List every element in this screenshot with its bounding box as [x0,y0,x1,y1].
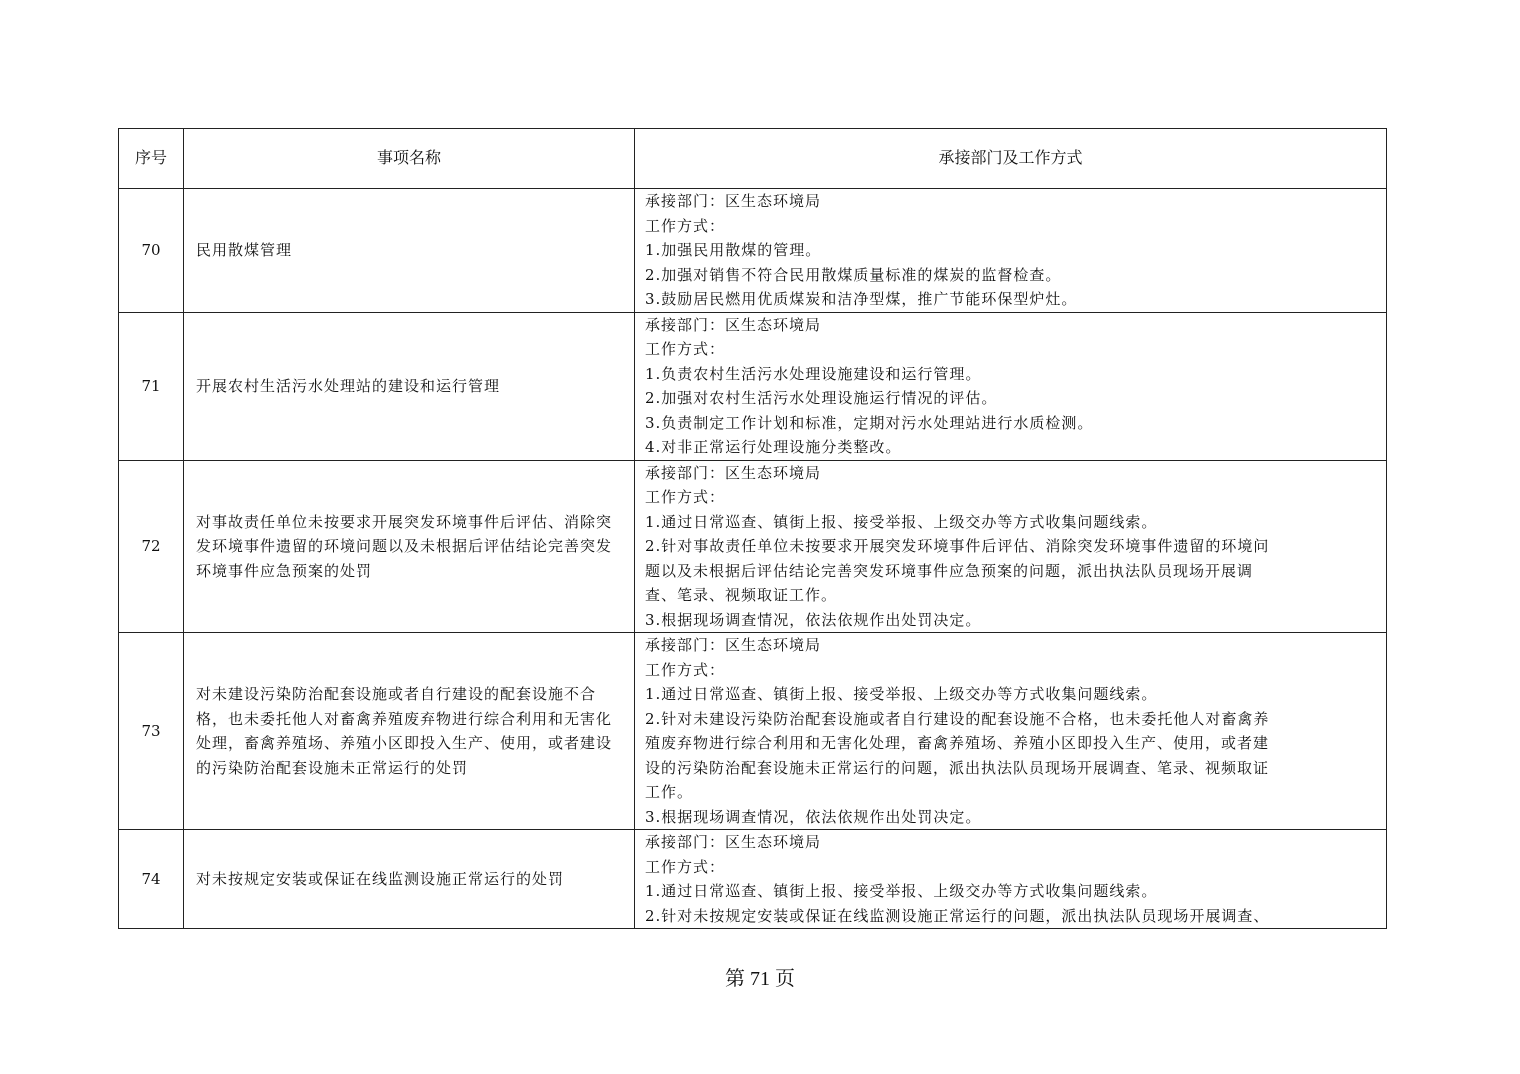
matters-table [118,128,1387,929]
method-line: 查、笔录、视频取证工作。 [645,586,838,604]
row-method-cell [635,312,1387,460]
row-method-cell [635,830,1387,929]
method-line: 1.通过日常巡查、镇街上报、接受举报、上级交办等方式收集问题线索。 [645,685,1158,703]
method-line: 工作方式： [645,340,726,358]
method-line: 1.负责农村生活污水处理设施建设和运行管理。 [645,364,982,383]
row-method-cell [635,633,1387,830]
table-row [119,312,1387,460]
method-line: 工作方式： [645,216,726,235]
method-line: 设的污染防治配套设施未正常运行的问题，派出执法队员现场开展调查、笔录、视频取证 [645,758,1270,777]
method-line: 承接部门：区生态环境局 [645,315,822,334]
method-line: 1.加强民用散煤的管理。 [645,241,822,259]
table-row [119,633,1387,830]
row-item-name: 对未按规定安装或保证在线监测设施正常运行的处罚 [184,830,635,929]
row-serial-no: 73 [119,633,184,830]
method-line: 2.加强对农村生活污水处理设施运行情况的评估。 [645,389,998,407]
method-line: 承接部门：区生态环境局 [645,463,822,482]
method-line: 承接部门：区生态环境局 [645,636,822,654]
method-line: 2.针对未建设污染防治配套设施或者自行建设的配套设施不合格，也未委托他人对畜禽养 [645,709,1270,728]
header-item-name: 事项名称 [184,129,635,189]
method-line: 1.通过日常巡查、镇街上报、接受举报、上级交办等方式收集问题线索。 [645,882,1158,900]
method-line: 题以及未根据后评估结论完善突发环境事件应急预案的问题，派出执法队员现场开展调 [645,561,1254,580]
method-line: 3.根据现场调查情况，依法依规作出处罚决定。 [645,610,982,629]
table-row [119,460,1387,633]
method-line: 3.根据现场调查情况，依法依规作出处罚决定。 [645,807,982,826]
row-serial-no: 74 [119,830,184,929]
table-row [119,189,1387,313]
method-line: 1.通过日常巡查、镇街上报、接受举报、上级交办等方式收集问题线索。 [645,512,1158,531]
row-item-name: 对未建设污染防治配套设施或者自行建设的配套设施不合格，也未委托他人对畜禽养殖废弃物进行综合利用和无害化处理，畜禽养殖场、养殖小区即投入生产、使用，或者建设的污染防治配套设施未正常运行的处罚 [184,633,635,830]
method-line: 2.加强对销售不符合民用散煤质量标准的煤炭的监督检查。 [645,265,1062,284]
row-method-cell [635,189,1387,313]
page-number: 第 71 页 [725,968,795,990]
method-line: 工作方式： [645,660,726,679]
row-item-name: 开展农村生活污水处理站的建设和运行管理 [184,312,635,460]
header-serial-no: 序号 [119,129,184,189]
row-method-cell [635,460,1387,633]
method-line: 承接部门：区生态环境局 [645,192,822,210]
row-item-name: 民用散煤管理 [184,189,635,313]
table-row [119,830,1387,929]
method-line: 2.针对事故责任单位未按要求开展突发环境事件后评估、消除突发环境事件遗留的环境问 [645,537,1270,555]
method-line: 承接部门：区生态环境局 [645,833,822,851]
row-item-name: 对事故责任单位未按要求开展突发环境事件后评估、消除突发环境事件遗留的环境问题以及未根据后评估结论完善突发环境事件应急预案的处罚 [184,460,635,633]
method-line: 4.对非正常运行处理设施分类整改。 [645,438,902,456]
row-serial-no: 70 [119,189,184,313]
method-line: 工作方式： [645,857,726,876]
header-department-method: 承接部门及工作方式 [635,129,1387,189]
method-line: 3.负责制定工作计划和标准，定期对污水处理站进行水质检测。 [645,413,1094,432]
row-serial-no: 71 [119,312,184,460]
method-line: 工作方式： [645,488,726,506]
row-serial-no: 72 [119,460,184,633]
method-line: 3.鼓励居民燃用优质煤炭和洁净型煤，推广节能环保型炉灶。 [645,290,1078,308]
method-line: 工作。 [645,783,694,801]
method-line: 殖废弃物进行综合利用和无害化处理，畜禽养殖场、养殖小区即投入生产、使用，或者建 [645,734,1270,752]
method-line: 2.针对未按规定安装或保证在线监测设施正常运行的问题，派出执法队员现场开展调查、 [645,906,1270,925]
table-header-row [119,129,1387,189]
